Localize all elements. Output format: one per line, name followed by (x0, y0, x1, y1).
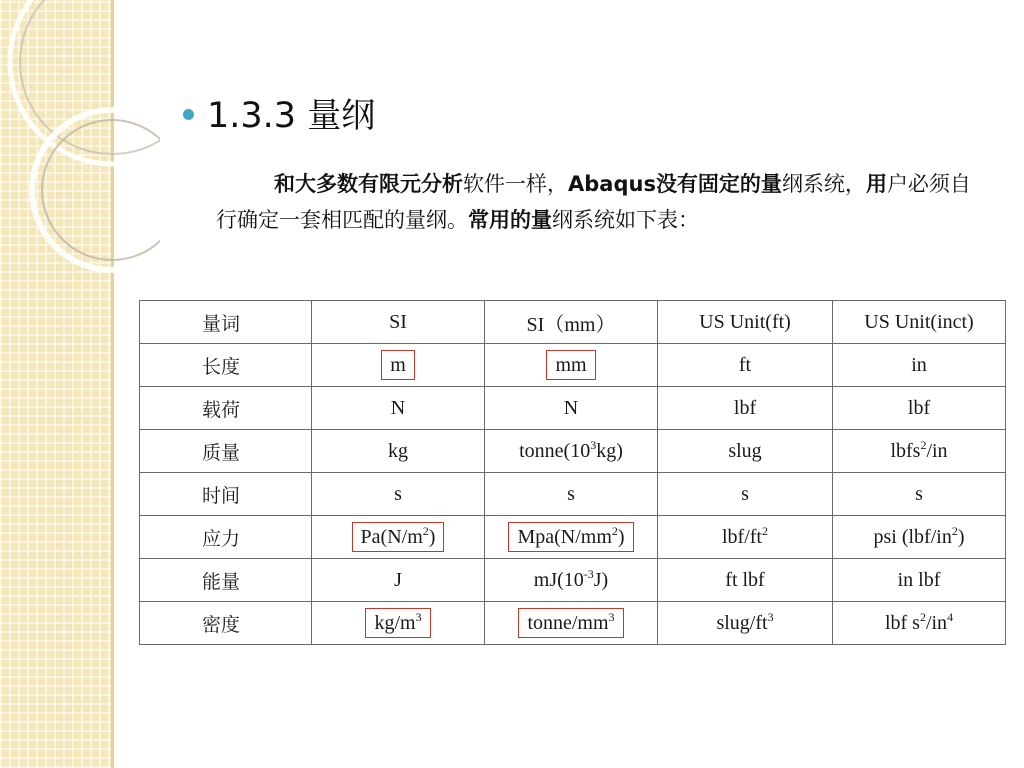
highlighted-value (352, 522, 445, 552)
superscript: -3 (583, 566, 594, 581)
superscript: 2 (920, 437, 927, 452)
section-number: 1.3.3 (207, 96, 297, 136)
table-cell: J (312, 559, 485, 602)
para-text-6: 户必须自行确定一套相匹配的量纲。 (216, 172, 971, 232)
value-text: slug/ft (716, 611, 768, 634)
row-label: 应力 (140, 516, 312, 559)
decorative-circles (0, 0, 160, 768)
table-cell: s (312, 473, 485, 516)
table-cell: s (485, 473, 658, 516)
table-cell: kg (312, 430, 485, 473)
table-cell: lbf (833, 387, 1006, 430)
superscript: 4 (947, 609, 954, 624)
highlighted-value (518, 608, 623, 638)
value-text: kg) (596, 439, 623, 462)
para-text-2: 软件一样， (463, 172, 568, 196)
table-cell: in (833, 344, 1006, 387)
table-cell: ft (658, 344, 833, 387)
table-row (140, 344, 1006, 387)
table-cell: slug (658, 430, 833, 473)
table-row (140, 516, 1006, 559)
table-cell (833, 430, 1006, 473)
table-header-row (140, 301, 1006, 344)
superscript: 3 (767, 609, 774, 624)
table-row (140, 430, 1006, 473)
header-cell: US Unit(inct) (833, 301, 1006, 344)
unit-systems-table (139, 300, 1006, 645)
para-text-4: 纲系统， (781, 172, 866, 196)
value-text: lbf/ft (722, 525, 762, 548)
value-text: ) (617, 526, 625, 548)
table-cell (485, 516, 658, 559)
superscript: 2 (951, 523, 958, 538)
value-text: tonne/mm (527, 612, 609, 634)
highlighted-value: m (381, 350, 415, 380)
table-row (140, 473, 1006, 516)
superscript: 2 (422, 524, 429, 538)
highlighted-value (365, 608, 430, 638)
table-cell: N (485, 387, 658, 430)
para-bold-7: 常用的量 (468, 208, 552, 232)
row-label: 密度 (140, 602, 312, 645)
table-cell: N (312, 387, 485, 430)
highlighted-value: mm (546, 350, 595, 380)
table-row (140, 559, 1006, 602)
table-cell (312, 516, 485, 559)
value-text: ) (428, 526, 436, 548)
row-label: 载荷 (140, 387, 312, 430)
highlighted-value (508, 522, 633, 552)
table-cell: ft lbf (658, 559, 833, 602)
superscript: 3 (608, 610, 615, 624)
table-cell (485, 430, 658, 473)
value-text: lbf s (884, 611, 920, 634)
table-cell: s (833, 473, 1006, 516)
row-label: 时间 (140, 473, 312, 516)
section-title: 量纲 (307, 96, 376, 136)
value-text: psi (lbf/in (873, 525, 952, 548)
value-text: tonne(10 (519, 439, 591, 462)
value-text: /in (926, 439, 948, 462)
superscript: 2 (919, 609, 926, 624)
value-text: kg/m (374, 612, 416, 634)
table-cell (833, 516, 1006, 559)
superscript: 2 (611, 524, 618, 538)
superscript: 3 (415, 610, 422, 624)
value-text: ) (957, 525, 965, 548)
row-label: 长度 (140, 344, 312, 387)
table-cell (485, 559, 658, 602)
table-cell (658, 516, 833, 559)
bullet-dot (183, 109, 194, 120)
table-cell (312, 344, 485, 387)
header-cell: US Unit(ft) (658, 301, 833, 344)
table-cell (312, 602, 485, 645)
table-cell (833, 602, 1006, 645)
row-label: 质量 (140, 430, 312, 473)
table-cell: lbf (658, 387, 833, 430)
para-bold-1: 和大多数有限元分析 (274, 172, 463, 196)
value-text: J) (593, 568, 609, 591)
header-cell: 量词 (140, 301, 312, 344)
para-text-8: 纲系统如下表： (552, 208, 699, 232)
superscript: 2 (762, 523, 768, 538)
table-row (140, 387, 1006, 430)
table-cell (658, 602, 833, 645)
value-text: Pa(N/m (360, 526, 423, 548)
table-cell (485, 344, 658, 387)
value-text: lbfs (890, 439, 921, 462)
superscript: 3 (590, 437, 597, 452)
para-bold-5: 用 (865, 172, 887, 196)
table-cell: s (658, 473, 833, 516)
header-cell: SI (312, 301, 485, 344)
section-heading (207, 88, 375, 137)
value-text: /in (925, 611, 948, 634)
header-cell: SI（mm） (485, 301, 658, 344)
table-row (140, 602, 1006, 645)
value-text: mJ(10 (533, 568, 584, 591)
value-text: Mpa(N/mm (517, 526, 612, 548)
table-cell (485, 602, 658, 645)
para-bold-3: Abaqus没有固定的量 (568, 172, 782, 196)
row-label: 能量 (140, 559, 312, 602)
intro-paragraph (216, 166, 988, 238)
table-cell: in lbf (833, 559, 1006, 602)
